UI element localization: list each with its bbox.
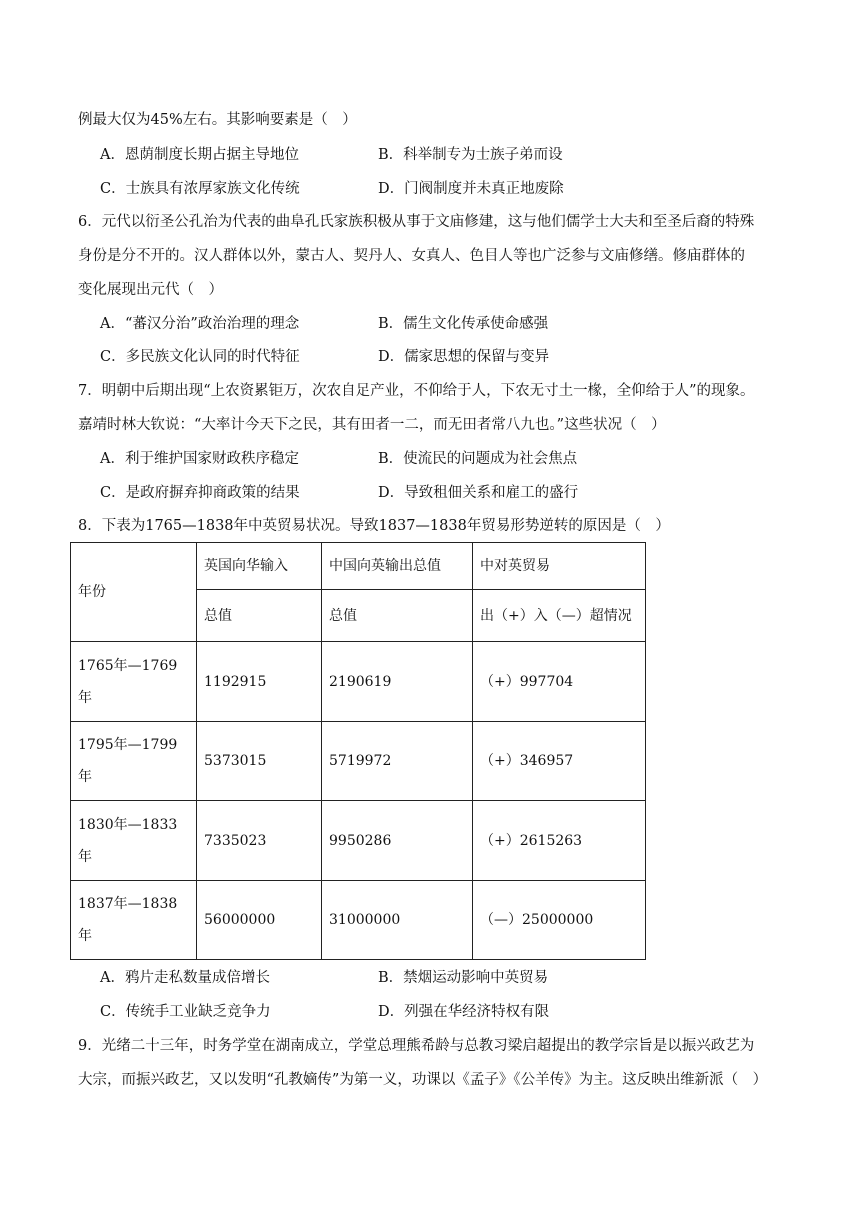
q6-stem-line-2: 身份是分不开的。汉人群体以外，蒙古人、契丹人、女真人、色目人等也广泛参与文庙修缮。修庙群体的 xyxy=(78,248,745,264)
header-balance: 中对英贸易 xyxy=(473,543,646,590)
header-export: 中国向英输出总值 xyxy=(322,543,473,590)
row-balance: （+）2615263 xyxy=(473,801,646,881)
row-export: 31000000 xyxy=(322,881,473,960)
q6-option-b[interactable]: B．儒生文化传承使命感强 xyxy=(378,316,549,332)
q5-option-d[interactable]: D．门阀制度并未真正地废除 xyxy=(378,181,564,197)
q7-option-b[interactable]: B．使流民的问题成为社会焦点 xyxy=(378,451,578,467)
header-import: 英国向华输入 xyxy=(197,543,322,590)
row-import: 7335023 xyxy=(197,801,322,881)
q8-option-d[interactable]: D．列强在华经济特权有限 xyxy=(378,1004,550,1020)
q6-stem-line-3: 变化展现出元代（ ） xyxy=(78,282,223,298)
q8-option-b[interactable]: B．禁烟运动影响中英贸易 xyxy=(378,970,549,986)
q9-stem-line-1: 9．光绪二十三年，时务学堂在湖南成立，学堂总理熊希龄与总教习梁启超提出的教学宗旨是以振兴政艺为 xyxy=(78,1038,755,1054)
row-year: 1837年—1838 年 xyxy=(71,881,197,960)
row-export: 9950286 xyxy=(322,801,473,881)
row-balance: （—）25000000 xyxy=(473,881,646,960)
q7-option-a[interactable]: A．利于维护国家财政秩序稳定 xyxy=(100,451,299,467)
table-row xyxy=(71,642,646,722)
table-row xyxy=(71,881,646,960)
row-export: 5719972 xyxy=(322,722,473,801)
header-balance-sub: 出（+）入（—）超情况 xyxy=(473,590,646,642)
row-year: 1830年—1833 年 xyxy=(71,801,197,881)
q6-option-d[interactable]: D．儒家思想的保留与变异 xyxy=(378,349,550,365)
header-import-sub: 总值 xyxy=(197,590,322,642)
table-row xyxy=(71,722,646,801)
row-year: 1765年—1769 年 xyxy=(71,642,197,722)
q6-option-a[interactable]: A．“蕃汉分治”政治治理的理念 xyxy=(100,316,300,332)
q7-option-d[interactable]: D．导致租佃关系和雇工的盛行 xyxy=(378,485,579,501)
q5-option-c[interactable]: C．士族具有浓厚家族文化传统 xyxy=(100,181,300,197)
q5-stem-tail: 例最大仅为45%左右。其影响要素是（ ） xyxy=(78,112,357,128)
row-import: 1192915 xyxy=(197,642,322,722)
q6-option-c[interactable]: C．多民族文化认同的时代特征 xyxy=(100,349,300,365)
row-import: 5373015 xyxy=(197,722,322,801)
row-balance: （+）997704 xyxy=(473,642,646,722)
q7-option-c[interactable]: C．是政府摒弃抑商政策的结果 xyxy=(100,485,300,501)
q8-stem: 8．下表为1765—1838年中英贸易状况。导致1837—1838年贸易形势逆转的原因是（ ） xyxy=(78,518,670,534)
q7-stem-line-2: 嘉靖时林大钦说：“大率计今天下之民，其有田者一二，而无田者常八九也。”这些状况（ ） xyxy=(78,417,666,433)
row-year: 1795年—1799 年 xyxy=(71,722,197,801)
table-row xyxy=(71,801,646,881)
q9-stem-line-2: 大宗，而振兴政艺，又以发明“孔教嫡传”为第一义，功课以《孟子》《公羊传》为主。这反映出维新派（ ） xyxy=(78,1072,768,1088)
q5-option-b[interactable]: B．科举制专为士族子弟而设 xyxy=(378,147,563,163)
row-balance: （+）346957 xyxy=(473,722,646,801)
q8-option-a[interactable]: A．鸦片走私数量成倍增长 xyxy=(100,970,270,986)
q8-option-c[interactable]: C．传统手工业缺乏竞争力 xyxy=(100,1004,271,1020)
row-import: 56000000 xyxy=(197,881,322,960)
row-export: 2190619 xyxy=(322,642,473,722)
q5-option-a[interactable]: A．恩荫制度长期占据主导地位 xyxy=(100,147,299,163)
header-year: 年份 xyxy=(71,543,197,642)
q7-stem-line-1: 7．明朝中后期出现“上农资累钜万，次农自足产业，不仰给于人，下农无寸土一椽，全仰给于人”的现象。 xyxy=(78,383,755,399)
q6-stem-line-1: 6．元代以衍圣公孔治为代表的曲阜孔氏家族积极从事于文庙修建，这与他们儒学士大夫和至圣后裔的特殊 xyxy=(78,214,755,230)
trade-table xyxy=(70,542,646,960)
header-export-sub: 总值 xyxy=(322,590,473,642)
